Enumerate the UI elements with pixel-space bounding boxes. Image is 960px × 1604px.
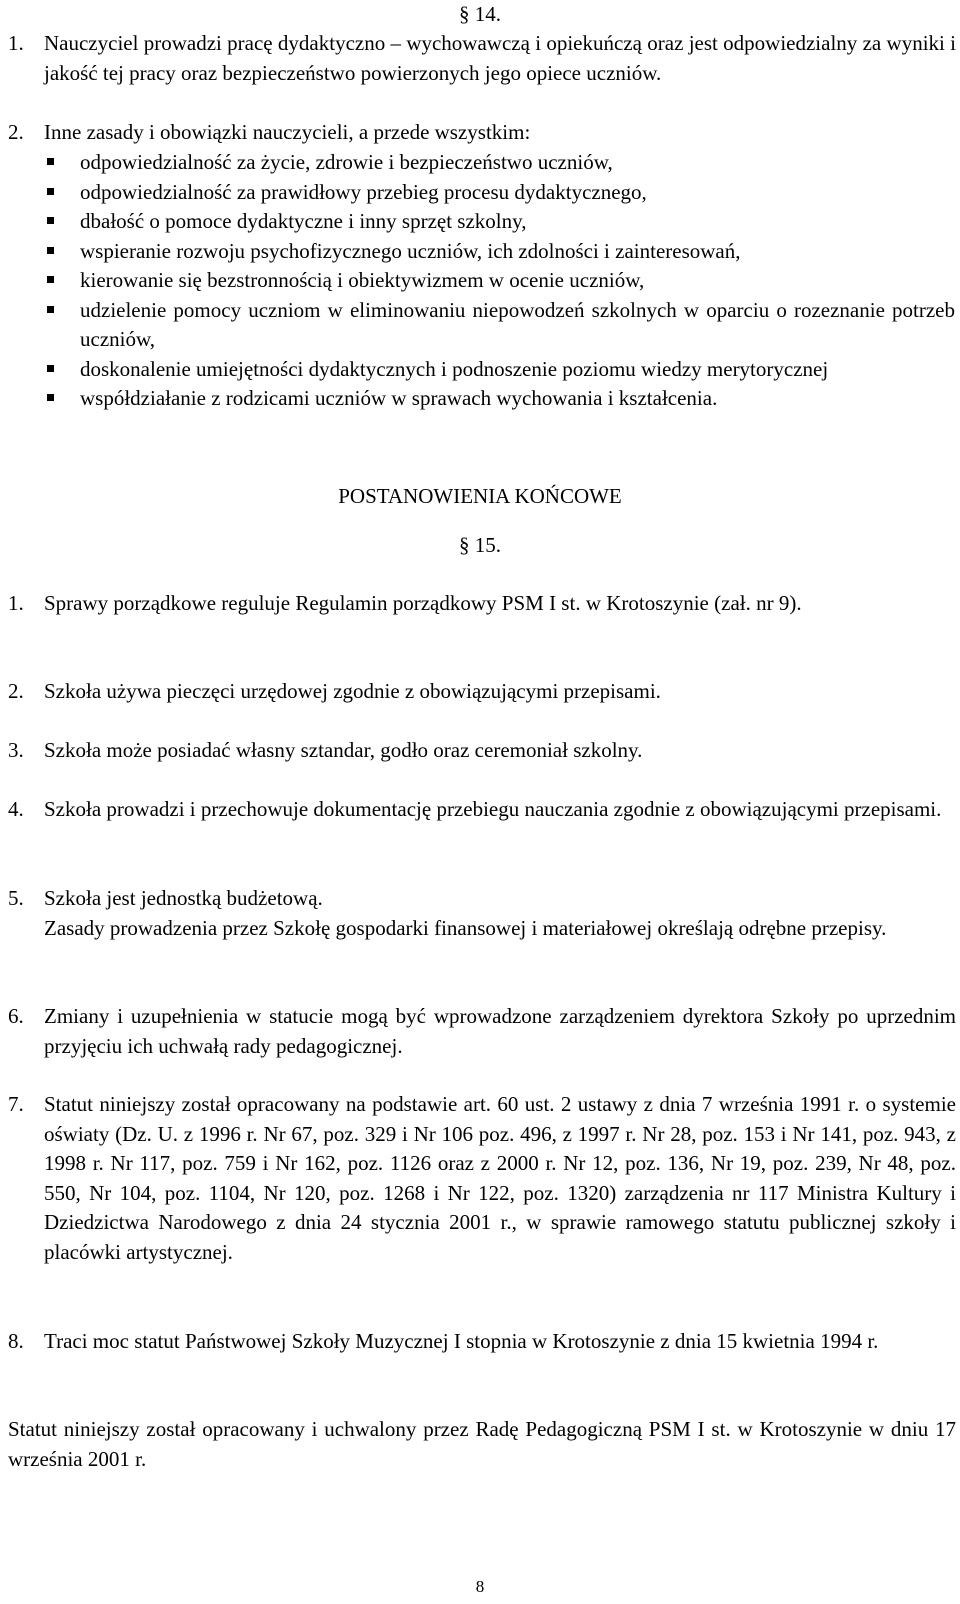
list-item-text: doskonalenie umiejętności dydaktycznych i podnoszenie poziomu wiedzy merytorycznej [80, 356, 829, 381]
square-bullet-icon [47, 188, 54, 195]
sec15-item-1 [8, 589, 956, 619]
sec15-item-7 [8, 1090, 956, 1267]
item-number: 3. [8, 738, 24, 762]
list-item-text: udzielenie pomocy uczniom w eliminowaniu niepowodzeń szkolnych w oparciu o rozeznanie potrzeb uczniów, [80, 297, 955, 351]
item-text: Zmiany i uzupełnienia w statucie mogą być wprowadzone zarządzeniem dyrektora Szkoły po uprzednim przyjęciu ich uchwałą rady pedagogicznej. [44, 1004, 956, 1058]
sec15-item-4 [8, 795, 956, 825]
item-number: 2. [8, 679, 24, 703]
list-item [43, 296, 955, 355]
item-text: Szkoła jest jednostką budżetową. [44, 886, 323, 910]
list-item [43, 178, 955, 208]
page-number: 8 [475, 1577, 485, 1596]
item-number: 1. [8, 591, 24, 615]
item-number: 8. [8, 1329, 24, 1353]
item-text-continued: Zasady prowadzenia przez Szkołę gospodarki finansowej i materiałowej określają odrębne przepisy. [44, 915, 887, 940]
sec15-item-5 [8, 884, 956, 943]
section-14-heading: § 14. [459, 2, 501, 26]
item-text: Szkoła może posiadać własny sztandar, godło oraz ceremoniał szkolny. [44, 738, 643, 762]
sec15-item-6 [8, 1002, 956, 1061]
item-number: 5. [8, 886, 24, 910]
sec14-paragraph-2 [8, 118, 956, 148]
square-bullet-icon [47, 158, 54, 165]
sec15-item-8 [8, 1327, 956, 1357]
square-bullet-icon [47, 247, 54, 254]
item-text: Szkoła prowadzi i przechowuje dokumentację przebiegu nauczania zgodnie z obowiązującymi przepisami. [44, 797, 942, 821]
item-number: 7. [8, 1092, 24, 1116]
sec15-item-3 [8, 736, 956, 766]
item-number: 6. [8, 1004, 24, 1028]
final-provisions-heading: POSTANOWIENIA KOŃCOWE [338, 484, 622, 508]
item-text: Szkoła używa pieczęci urzędowej zgodnie z obowiązującymi przepisami. [44, 679, 661, 703]
list-item-text: odpowiedzialność za życie, zdrowie i bezpieczeństwo uczniów, [80, 150, 613, 174]
sec14-paragraph-1 [8, 29, 956, 88]
paragraph-text: Inne zasady i obowiązki nauczycieli, a przede wszystkim: [44, 120, 531, 144]
list-item-text: współdziałanie z rodzicami uczniów w sprawach wychowania i kształcenia. [80, 386, 718, 410]
list-item [43, 207, 955, 237]
list-item [43, 355, 955, 385]
item-text: Traci moc statut Państwowej Szkoły Muzycznej I stopnia w Krotoszynie z dnia 15 kwietnia 1994 r. [44, 1329, 879, 1353]
list-item-text: wspieranie rozwoju psychofizycznego uczniów, ich zdolności i zainteresowań, [80, 238, 741, 263]
duties-list [43, 148, 955, 414]
item-text: Sprawy porządkowe reguluje Regulamin porządkowy PSM I st. w Krotoszynie (zał. nr 9). [44, 591, 802, 615]
paragraph-text: Nauczyciel prowadzi pracę dydaktyczno – wychowawczą i opiekuńczą oraz jest odpowiedzialny za wyniki i jakość tej pracy oraz bezpieczeństwo powierzonych jego opiece uczniów. [44, 31, 956, 85]
closing-statement: Statut niniejszy został opracowany i uchwalony przez Radę Pedagogiczną PSM I st. w Krotoszynie w dniu 17 września 2001 r. [8, 1417, 956, 1471]
square-bullet-icon [47, 365, 54, 372]
item-number: 4. [8, 797, 24, 821]
sec15-item-2 [8, 677, 956, 707]
list-item [43, 384, 955, 414]
paragraph-number: 2. [8, 120, 24, 144]
list-item [43, 148, 955, 178]
item-text: Statut niniejszy został opracowany na podstawie art. 60 ust. 2 ustawy z dnia 7 września 1991 r. o systemie oświaty (Dz. U. z 1996 r. Nr 67, poz. 329 i Nr 106 poz. 496, z 1997 r. Nr 28, poz. 153 i Nr 141, poz. 943, z 1998 r. Nr 117, poz. 759 i Nr 162, poz. 1126 oraz z 2000 r. Nr 12, poz. 136, Nr 19, poz. 239, Nr 48, poz. 550, Nr 104, poz. 1104, Nr 120, poz. 1268 i Nr 122, poz. 1320) zarządzenia nr 117 Ministra Kultury i Dziedzictwa Narodowego z dnia 24 stycznia 2001 r., w sprawie ramowego statutu publicznej szkoły i placówki artystycznej. [44, 1092, 956, 1264]
paragraph-number: 1. [8, 31, 24, 55]
square-bullet-icon [47, 276, 54, 283]
list-item [43, 237, 955, 267]
square-bullet-icon [47, 306, 54, 313]
square-bullet-icon [47, 217, 54, 224]
list-item-text: dbałość o pomoce dydaktyczne i inny sprzęt szkolny, [80, 209, 527, 233]
list-item-text: kierowanie się bezstronnością i obiektywizmem w ocenie uczniów, [80, 268, 645, 292]
list-item-text: odpowiedzialność za prawidłowy przebieg procesu dydaktycznego, [80, 179, 647, 204]
list-item [43, 266, 955, 296]
square-bullet-icon [47, 394, 54, 401]
section-15-heading: § 15. [459, 533, 501, 557]
